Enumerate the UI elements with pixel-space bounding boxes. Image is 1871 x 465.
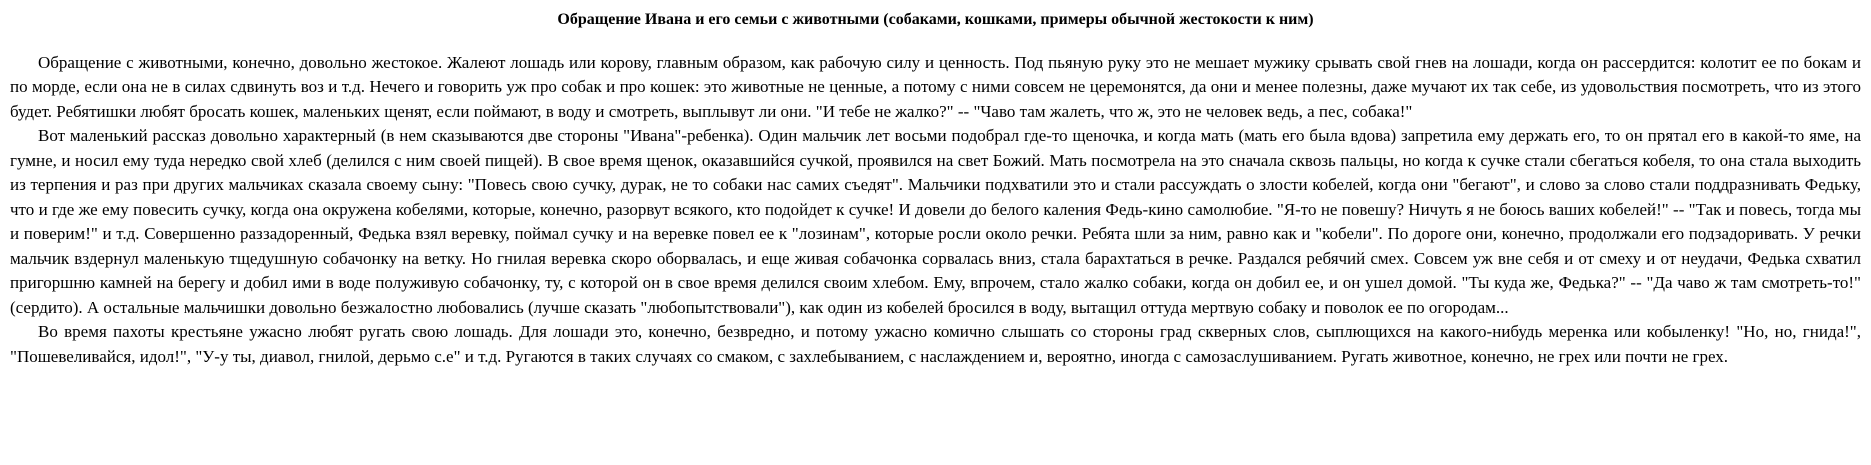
- paragraph-1: Обращение с животными, конечно, довольно жестокое. Жалеют лошадь или корову, главным образом, как рабочую силу и ценность. Под пьяную руку это не мешает мужику срывать свой гнев на лошади, когда он рассердится: колотит ее по бокам и по морде, если она не в силах сдвинуть воз и т.д. Нечего и говорить уж про собак и про кошек: это животные не ценные, а потому с ними совсем не церемонятся, да они и менее полезны, даже мучают их так себе, из удовольствия посмотреть, что из этого будет. Ребятишки любят бросать кошек, маленьких щенят, если поймают, в воду и смотреть, выплывут ли они. "И тебе не жалко?" -- "Чаво там жалеть, что ж, это не человек ведь, а пес, собака!": [10, 52, 1861, 121]
- paragraph-2: Вот маленький рассказ довольно характерный (в нем сказываются две стороны "Ивана"-ребенка). Один мальчик лет восьми подобрал где-то щеночка, и когда мать (мать его была вдова) запретила ему держать его, то он прятал его в какой-то яме, на гумне, и носил ему туда нередко свой хлеб (делился с ним своей пищей). В свое время щенок, оказавшийся сучкой, проявился на свет Божий. Мать посмотрела на это сначала сквозь пальцы, но когда к сучке стали сбегаться кобеля, то она стала выходить из терпения и раз при других мальчиках сказала своему сыну: "Повесь свою сучку, дурак, не то собаки нас самих съедят". Мальчики подхватили это и стали рассуждать о злости кобелей, когда они "бегают", и слово за слово стали поддразнивать Федьку, что и где же ему повесить сучку, когда она окружена кобелями, которые, конечно, разорвут всякого, кто подойдет к сучке! И довели до белого каления Федь-кино самолюбие. "Я-то не повешу? Ничуть я не боюсь ваших кобелей!" -- "Так и повесь, тогда мы и поверим!" и т.д. Совершенно раззадоренный, Федька взял веревку, поймал сучку и на веревке повел ее к "лозинам", которые росли около речки. Ребята шли за ним, равно как и "кобели". По дороге они, конечно, продолжали его подзадоривать. У речки мальчик вздернул маленькую тщедушную собачонку на ветку. Но гнилая веревка скоро оборвалась, и еще живая собачонка сорвалась вниз, стала барахтаться в речке. Раздался ребячий смех. Совсем уж вне себя и от смеху и от неудачи, Федька схватил пригоршню камней на берегу и добил ими в воде полуживую собачонку, ту, с которой он в свое время делился своим хлебом. Ему, впрочем, стало жалко собаки, когда он добил ее, и он ушел домой. "Ты куда же, Федька?" -- "Да чаво ж там смотреть-то!" (сердито). А остальные мальчишки довольно безжалостно любовались (лучше сказать "любопытствовали"), как один из кобелей бросился в воду, вытащил оттуда мертвую собаку и поволок ее по огородам...: [10, 126, 1861, 317]
- document-title: Обращение Ивана и его семьи с животными (собаками, кошками, примеры обычной жестокости к ним): [557, 11, 1314, 28]
- paragraph-3: Во время пахоты крестьяне ужасно любят ругать свою лошадь. Для лошади это, конечно, безвредно, и потому ужасно комично слышать со стороны град скверных слов, сыплющихся на какого-нибудь меренка или кобыленку! "Но, но, гнида!", "Пошевеливайся, идол!", "У-у ты, диавол, гнилой, дерьмо с.е" и т.д. Ругаются в таких случаях со смаком, с захлебыванием, с наслаждением и, вероятно, иногда с самозаслушиванием. Ругать животное, конечно, не грех или почти не грех.: [10, 322, 1861, 366]
- document-body: [10, 51, 1861, 370]
